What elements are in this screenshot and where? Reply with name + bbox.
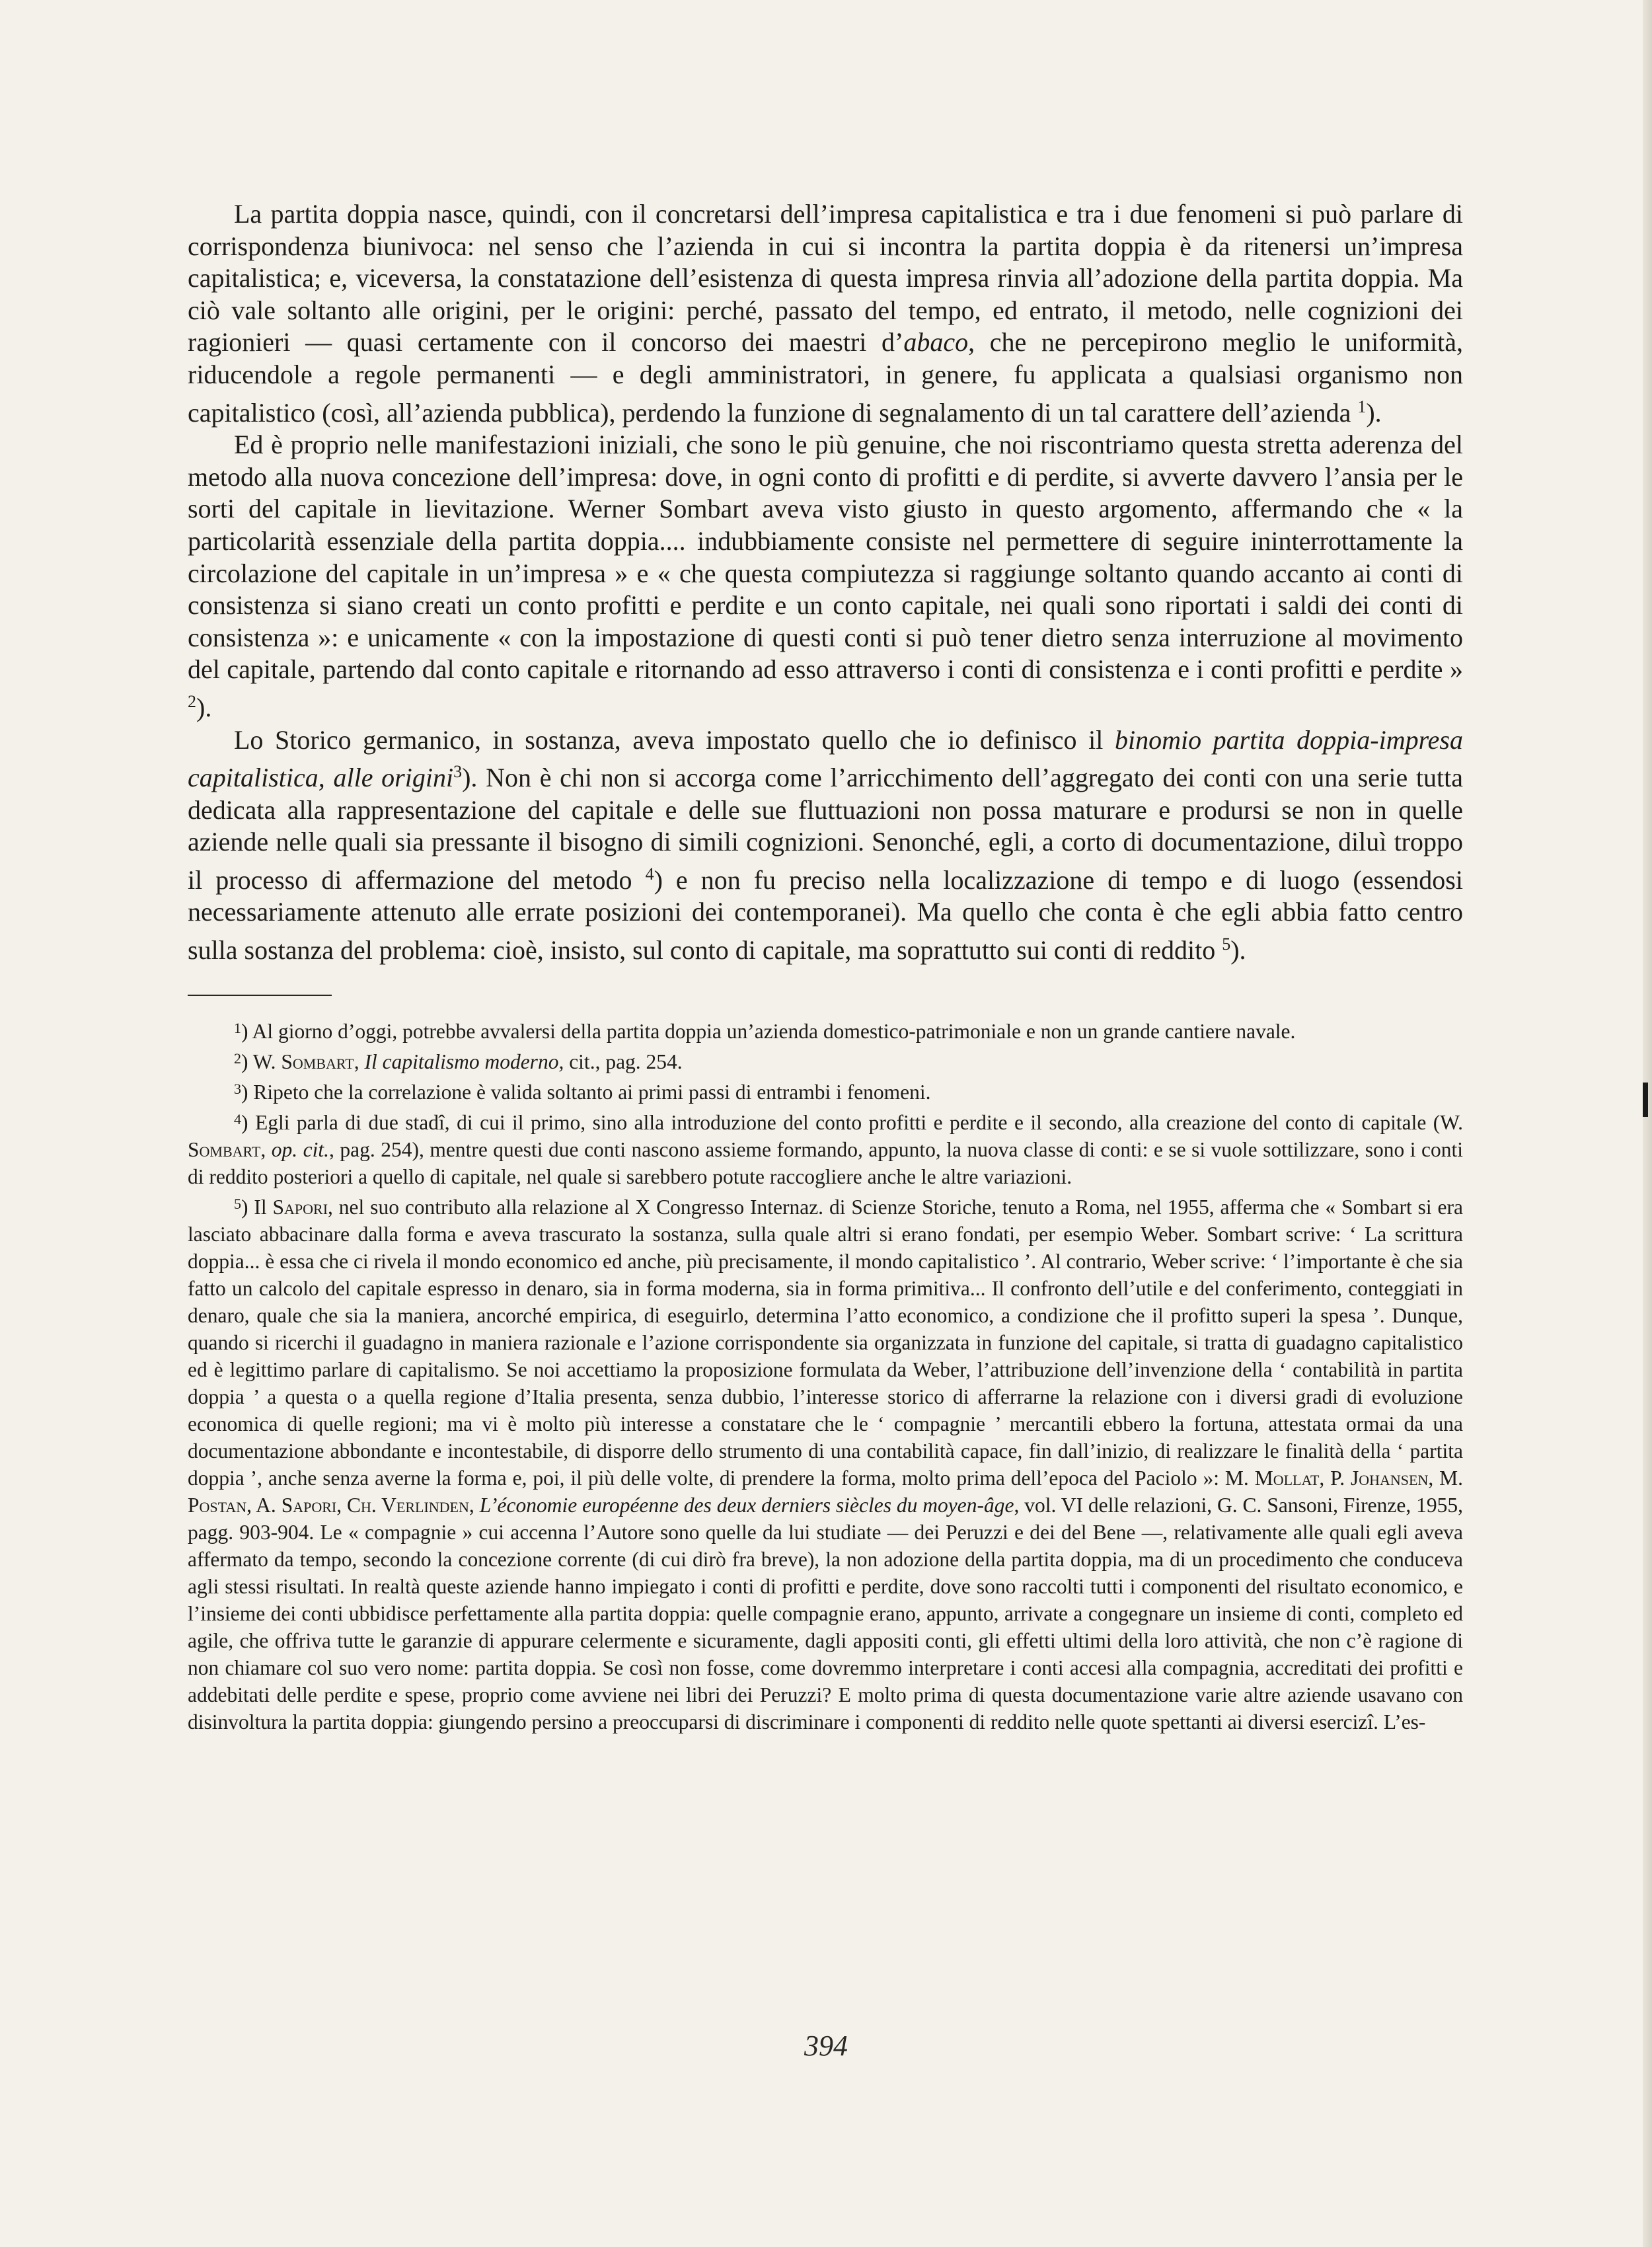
footnote-4 <box>188 1106 1463 1190</box>
body-paragraph-1-italic: abaco <box>903 327 969 358</box>
footnote-5-text-b: , nel suo contributo alla relazione al X Congresso Internaz. di Scienze Storiche, tenuto a Roma, nel 1955, afferma che « Sombart si era lasciato abbacinare dalla forma e aveva trascurato la sostanza, sulla quale altri si erano fondati, per esempio Weber. Sombart scrive: ‘ La scrittura doppia... è essa che ci rivela il mondo economico ed anche, più precisamente, il mondo capitalistico ’. Al contrario, Weber scrive: ‘ l’importante è che sia fatto un calcolo del capitale espresso in denaro, sia in forma moderna, sia in forma primitiva... Il confronto dell’utile e del conferimento, conteggiati in denaro, quale che sia la maniera, ancorché empirica, di eseguirlo, determina l’atto economico, a condizione che il profitto superi la spesa ’. Dunque, quando si ricerchi il guadagno in maniera razionale e l’azione corrispondente sia organizzata in funzione del capitale, si tratta di guadagno capitalistico ed è legittimo parlare di capitalismo. Se noi accettiamo la proposizione formulata da Weber, l’attribuzione dell’invenzione della ‘ contabilità in partita doppia ’ a questa o a quella regione d’Italia presenta, senza dubbio, l’interesse storico di afferrarne la relazione con i diversi gradi di evoluzione economica di quelle regioni; ma vi è molto più interesse a constatare che le ‘ compagnie ’ mercantili ebbero la fortuna, attestata ormai da una documentazione abbondante e incontestabile, di disporre dello strumento di una contabilità capace, fin dall’inizio, di realizzare le finalità della ‘ partita doppia ’, anche senza averne la forma e, poi, il più delle volte, di prendere la forma, molto prima dell’epoca del Paciolo »: M. <box>188 1195 1463 1490</box>
footnote-5-author-sapori: Sapori <box>272 1195 328 1219</box>
footnote-1 <box>188 1014 1463 1045</box>
body-paragraph-3-italic: binomio partita doppia-impresa capitalistica, alle origini <box>188 724 1463 793</box>
footnote-5-author-sapori-2: Sapori <box>281 1493 337 1517</box>
main-body-text <box>188 198 1463 967</box>
body-paragraph-1-text-b: , che ne percepirono meglio le uniformità, riducendole a regole permanenti — e degli amministratori, in genere, fu applicata a qualsiasi organismo non capitalistico (così, all’azienda pubblica), perdendo la funzione di segnalamento di un tal carattere dell’azienda <box>188 327 1463 428</box>
body-paragraph-3-text-d: ). <box>1230 935 1246 966</box>
body-paragraph-2-text-a: Ed è proprio nelle manifestazioni iniziali, che sono le più genuine, che noi riscontriamo questa stretta aderenza del metodo alla nuova concezione dell’impresa: dove, in ogni conto di profitti e di perdite, si avverte davvero l’ansia per le sorti del capitale in lievitazione. Werner Sombart aveva visto giusto in questo argomento, affermando che « la particolarità essenziale della partita doppia.... indubbiamente consiste nel permettere di seguire ininterrottamente la circolazione del capitale in un’impresa » e « che questa compiutezza si raggiunge soltanto quando accanto ai conti di consistenza si siano creati un conto profitti e perdite e un conto capitale, nei quali sono riportati i saldi dei conti di consistenza »: e unicamente « con la impostazione di questi conti si può tener dietro senza interruzione al movimento del capitale, partendo dal conto capitale e ritornando ad esso attraverso i conti di consistenza e i conti profitti e perdite » <box>188 430 1463 685</box>
footnote-ref-1[interactable]: 1 <box>1357 397 1367 416</box>
footnote-3 <box>188 1075 1463 1106</box>
footnote-5-number: 5 <box>234 1195 241 1212</box>
footnote-5-text-h: , vol. VI delle relazioni, G. C. Sansoni, Firenze, 1955, pagg. 903-904. Le « compagnie » cui accenna l’Autore sono quelle da lui studiate — dei Peruzzi e dei del Bene —, relativamente alle quali egli aveva affermato da tempo, secondo la concezione corrente (di cui dirò fra breve), la non adozione della partita doppia, ma di un procedimento che conduceva agli stessi risultati. In realtà queste aziende hanno impiegato i conti di profitti e perdite, dove sono raccolti tutti i componenti del risultato economico, e l’insieme dei conti ubbidisce perfettamente alla partita doppia: quelle compagnie erano, appunto, arrivate a congegnare un insieme di conti, completo ed agile, che offriva tutte le garanzie di appurare celermente e sicuramente, dagli appositi conti, gli effetti ultimi della loro attività, che non c’è ragione di non chiamare col suo vero nome: partita doppia. Se così non fosse, come dovremmo interpretare i conti accesi alla compagnia, accreditati dei profitti e addebitati delle perdite e spese, proprio come avviene nei libri dei Peruzzi? E molto prima di questa documentazione varie altre aziende usavano con disinvoltura la partita doppia: giungendo persino a preoccuparsi di discriminare i componenti di reddito nelle quote spettanti ai diversi esercizî. L’es- <box>188 1493 1464 1733</box>
body-paragraph-1-text-a: La partita doppia nasce, quindi, con il concretarsi dell’impresa capitalistica e tra i due fenomeni si può parlare di corrispondenza biunivoca: nel senso che l’azienda in cui si incontra la partita doppia è da ritenersi un’impresa capitalistica; e, viceversa, la constatazione dell’esistenza di questa impresa rinvia all’adozione della partita doppia. Ma ciò vale soltanto alle origini, per le origini: perché, passato del tempo, ed entrato, il metodo, nelle cognizioni dei ragionieri — quasi certamente con il concorso dei maestri d’ <box>188 199 1463 358</box>
body-paragraph-1 <box>188 198 1463 429</box>
footnote-separator <box>188 995 332 996</box>
body-paragraph-2-text-b: ). <box>196 692 212 722</box>
footnote-5-author-postan: Postan <box>188 1493 247 1517</box>
footnote-5-text-a: ) Il <box>241 1195 273 1219</box>
body-paragraph-3-text-b: ). Non è chi non si accorga come l’arricchimento dell’aggregato dei conti con una serie tutta dedicata alla rappresentazione del capitale e delle sue fluttuazioni non possa maturare e prodursi se non in quelle aziende nelle quali sia pressante il bisogno di simili cognizioni. Senonché, egli, a corto di documentazione, diluì troppo il processo di affermazione del metodo <box>188 763 1464 895</box>
footnote-4-text-c: , pag. 254), mentre questi due conti nascono assieme formando, appunto, la nuova classe di conti: e se si vuole sottilizzare, sono i conti di reddito posteriori a quello di capitale, nel quale si sarebbero potute raccogliere anche le altre variazioni. <box>188 1137 1463 1188</box>
footnote-5-author-mollat: Mollat <box>1254 1466 1320 1490</box>
footnote-3-text: ) Ripeto che la correlazione è valida soltanto ai primi passi di entrambi i fenomeni. <box>241 1080 931 1104</box>
footnote-ref-4[interactable]: 4 <box>645 864 654 884</box>
body-paragraph-1-text-c: ). <box>1366 397 1382 428</box>
footnote-5-book-title: L’économie européenne des deux derniers siècles du moyen-âge <box>479 1493 1014 1517</box>
footnote-2-text-b: , <box>354 1049 365 1073</box>
footnote-ref-5[interactable]: 5 <box>1222 934 1231 954</box>
footnote-5-text-f: , <box>336 1493 348 1517</box>
body-paragraph-3-text-c: ) e non fu preciso nella localizzazione di tempo e di luogo (essendosi necessariamente attenuto alle errate posizioni dei contemporanei). Ma quello che conta è che egli abbia fatto centro sulla sostanza del problema: cioè, insisto, sul conto di capitale, ma soprattutto sui conti di reddito <box>188 864 1463 966</box>
footnote-4-text-b: , <box>260 1137 272 1161</box>
footnote-3-number: 3 <box>234 1080 241 1097</box>
footnote-5-text-c: , P. <box>1319 1466 1351 1490</box>
footnote-2-text-c: cit., pag. 254. <box>564 1049 683 1073</box>
footnote-5-author-verlinden: Ch. Verlinden <box>347 1493 469 1517</box>
body-paragraph-2 <box>188 429 1463 724</box>
footnote-4-text-a: ) Egli parla di due stadî, di cui il primo, sino alla introduzione del conto profitti e perdite e il secondo, alla creazione del conto di capitale (W. <box>241 1110 1463 1134</box>
footnote-2 <box>188 1045 1463 1075</box>
footnote-4-number: 4 <box>234 1110 241 1127</box>
page-edge-mark <box>1643 1083 1648 1117</box>
footnote-2-title: Il capitalismo moderno, <box>364 1049 564 1073</box>
footnotes <box>188 1014 1463 1735</box>
footnote-ref-3[interactable]: 3 <box>453 762 463 782</box>
footnote-2-author: Sombart <box>281 1049 354 1073</box>
footnote-5-text-d: , M. <box>1428 1466 1463 1490</box>
footnote-ref-2[interactable]: 2 <box>188 691 196 711</box>
footnote-2-text-a: ) W. <box>241 1049 282 1073</box>
page-edge-shadow <box>1643 0 1652 2247</box>
footnote-1-number: 1 <box>234 1019 241 1036</box>
footnote-4-citation: op. cit. <box>271 1137 329 1161</box>
footnote-1-text: ) Al giorno d’oggi, potrebbe avvalersi della partita doppia un’azienda domestico-patrimoniale e non un grande cantiere navale. <box>241 1019 1296 1043</box>
page-content <box>188 198 1463 1735</box>
body-paragraph-3 <box>188 724 1463 967</box>
footnote-5-author-johansen: Johansen <box>1350 1466 1429 1490</box>
page-number: 394 <box>804 2030 848 2062</box>
footnote-5-text-e: , A. <box>246 1493 282 1517</box>
footnote-4-author: Sombart <box>188 1137 261 1161</box>
footnote-2-number: 2 <box>234 1049 241 1067</box>
footnote-5 <box>188 1190 1463 1735</box>
footnote-5-text-g: , <box>469 1493 480 1517</box>
body-paragraph-3-text-a: Lo Storico germanico, in sostanza, aveva impostato quello che io definisco il <box>234 724 1115 755</box>
